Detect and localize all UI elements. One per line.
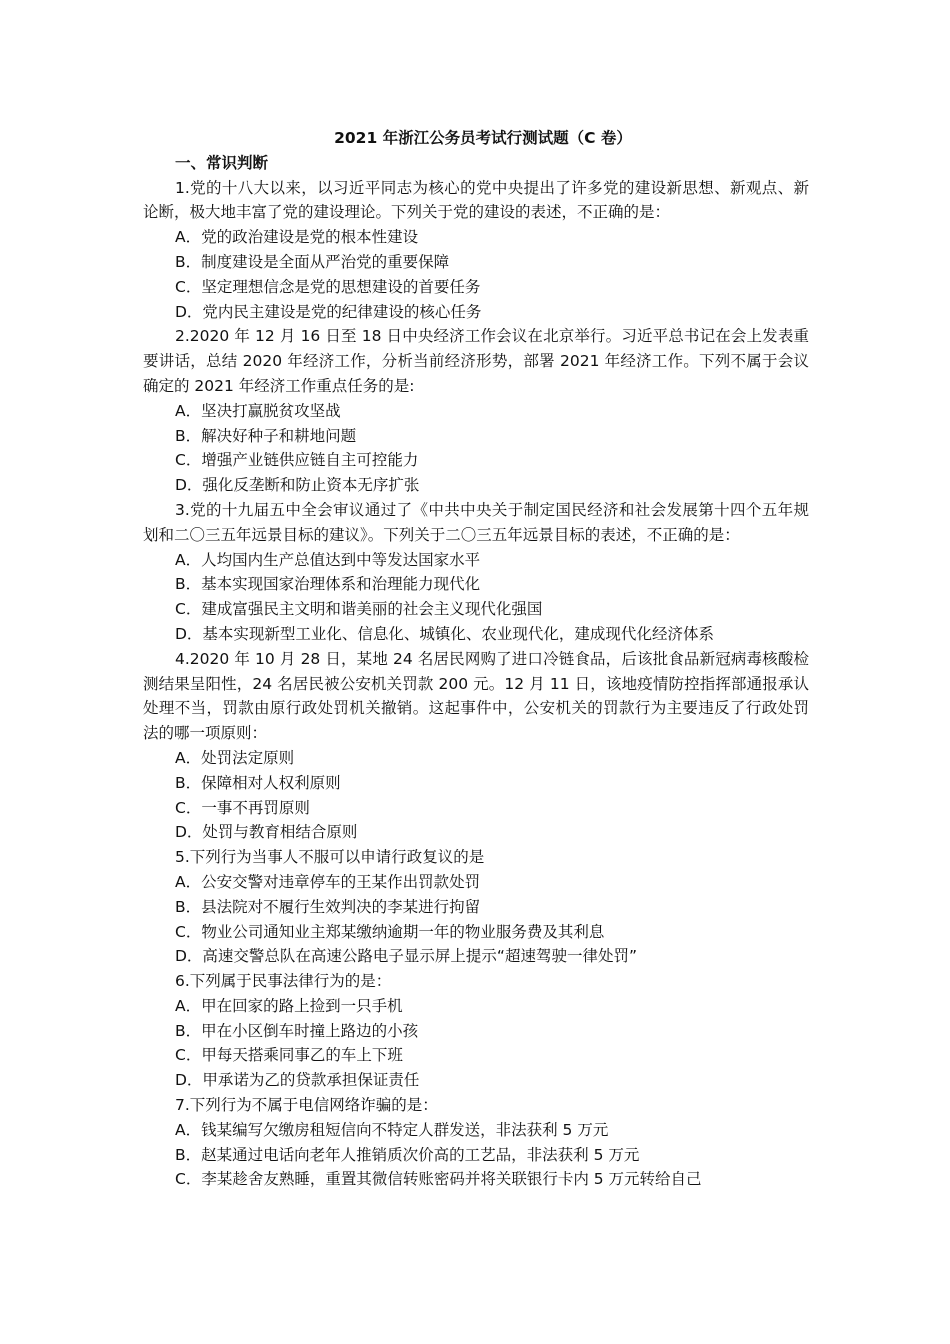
question-5-option-c: C．物业公司通知业主郑某缴纳逾期一年的物业服务费及其利息	[175, 922, 605, 941]
question-3-option-a: A．人均国内生产总值达到中等发达国家水平	[175, 550, 481, 569]
question-4-stem: 4.2020 年 10 月 28 日，某地 24 名居民网购了进口冷链食品，后该批食品新冠病毒核酸检测结果呈阳性，24 名居民被公安机关罚款 200 元。12 月 11 日，该地疫情防控指挥部通报承认处理不当，罚款由原行政处罚机关撤销。这起事件中，公安机关的罚款行为主要违反了行政处罚法的哪一项原则：	[143, 649, 809, 743]
document-body	[143, 126, 809, 1192]
question-7-option-c: C．李某趁舍友熟睡，重置其微信转账密码并将关联银行卡内 5 万元转给自己	[175, 1170, 702, 1189]
question-3-option-d: D．基本实现新型工业化、信息化、城镇化、农业现代化，建成现代化经济体系	[175, 624, 714, 643]
question-2-option-c: C．增强产业链供应链自主可控能力	[175, 451, 419, 470]
question-6-option-d: D．甲承诺为乙的贷款承担保证责任	[175, 1071, 420, 1090]
question-5-stem: 5.下列行为当事人不服可以申请行政复议的是	[175, 848, 485, 867]
question-4-option-a: A．处罚法定原则	[175, 748, 295, 767]
question-5-option-b: B．县法院对不履行生效判决的李某进行拘留	[175, 897, 481, 916]
question-3-stem: 3.党的十九届五中全会审议通过了《中共中央关于制定国民经济和社会发展第十四个五年规划和二〇三五年远景目标的建议》。下列关于二〇三五年远景目标的表述，不正确的是：	[143, 500, 809, 544]
question-7-stem: 7.下列行为不属于电信网络诈骗的是：	[175, 1096, 438, 1115]
question-2-option-d: D．强化反垄断和防止资本无序扩张	[175, 476, 420, 495]
question-4-option-d: D．处罚与教育相结合原则	[175, 823, 358, 842]
question-6-option-b: B．甲在小区倒车时撞上路边的小孩	[175, 1021, 419, 1040]
question-5-option-a: A．公安交警对违章停车的王某作出罚款处罚	[175, 872, 481, 891]
question-5-option-d: D．高速交警总队在高速公路电子显示屏上提示“超速驾驶一律处罚”	[175, 947, 637, 966]
question-2-stem: 2.2020 年 12 月 16 日至 18 日中央经济工作会议在北京举行。习近平总书记在会上发表重要讲话，总结 2020 年经济工作，分析当前经济形势，部署 2021 年经济工作。下列不属于会议确定的 2021 年经济工作重点任务的是:	[143, 327, 809, 395]
question-1-option-a: A．党的政治建设是党的根本性建设	[175, 228, 419, 247]
question-1-option-c: C．坚定理想信念是党的思想建设的首要任务	[175, 277, 481, 296]
question-7-option-a: A．钱某编写欠缴房租短信向不特定人群发送，非法获利 5 万元	[175, 1120, 609, 1139]
question-1-stem: 1.党的十八大以来，以习近平同志为核心的党中央提出了许多党的建设新思想、新观点、新论断，极大地丰富了党的建设理论。下列关于党的建设的表述，不正确的是：	[143, 178, 809, 222]
question-4-option-c: C．一事不再罚原则	[175, 798, 310, 817]
question-2-option-b: B．解决好种子和耕地问题	[175, 426, 357, 445]
question-3-option-b: B．基本实现国家治理体系和治理能力现代化	[175, 575, 481, 594]
document-title: 2021 年浙江公务员考试行测试题（C 卷）	[334, 129, 632, 147]
question-6-stem: 6.下列属于民事法律行为的是：	[175, 972, 392, 991]
question-2-option-a: A．坚决打赢脱贫攻坚战	[175, 401, 341, 420]
question-6-option-c: C．甲每天搭乘同事乙的车上下班	[175, 1046, 403, 1065]
question-1-option-d: D．党内民主建设是党的纪律建设的核心任务	[175, 302, 482, 321]
question-4-option-b: B．保障相对人权利原则	[175, 773, 341, 792]
section-heading: 一、常识判断	[175, 153, 269, 172]
question-6-option-a: A．甲在回家的路上捡到一只手机	[175, 996, 403, 1015]
question-1-option-b: B．制度建设是全面从严治党的重要保障	[175, 252, 450, 271]
question-3-option-c: C．建成富强民主文明和谐美丽的社会主义现代化强国	[175, 600, 543, 619]
question-7-option-b: B．赵某通过电话向老年人推销质次价高的工艺品，非法获利 5 万元	[175, 1145, 640, 1164]
